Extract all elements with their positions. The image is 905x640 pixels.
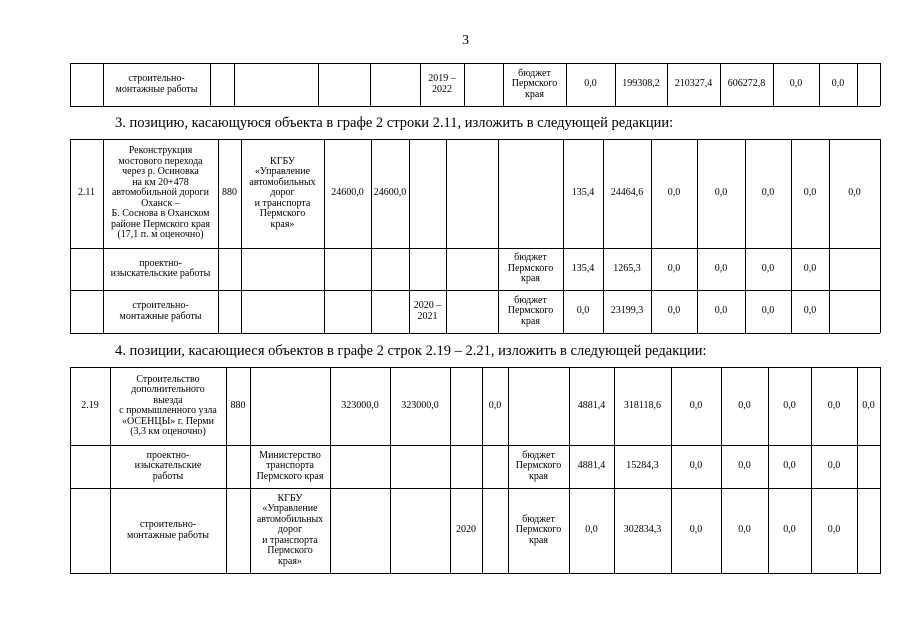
- value-cell: 0,0: [667, 187, 681, 199]
- work-name: строительно- монтажные работы: [115, 73, 198, 95]
- value-cell: 0,0: [783, 460, 796, 472]
- value-cell: 0,0: [667, 262, 681, 274]
- customer: КГБУ «Управление автомобильных дорог и транспорта Пермского края»: [249, 155, 316, 230]
- value-cell: 0,0: [761, 305, 775, 317]
- value-cell: 318118,6: [623, 399, 662, 411]
- value-cell: 0,0: [714, 187, 728, 199]
- value-cell: 0,0: [827, 460, 841, 472]
- value-cell: 0,0: [761, 262, 775, 274]
- value-cell: 0,0: [689, 399, 703, 411]
- value-cell: 0,0: [827, 524, 841, 536]
- funding-source: бюджет Пермского края: [511, 67, 558, 100]
- value-cell: 0,0: [738, 399, 751, 411]
- work-name: проектно- изыскательские работы: [134, 449, 202, 482]
- value-cell: 0,0: [738, 524, 751, 536]
- page-number: 3: [462, 33, 469, 48]
- value-cell: 0,0: [831, 78, 845, 90]
- customer: Министерство транспорта Пермского края: [256, 449, 324, 482]
- value-cell: 23199,3: [610, 305, 644, 317]
- value-cell: 135,4: [571, 262, 595, 274]
- value-cell: 4881,4: [577, 399, 606, 411]
- cost-cell: 323000,0: [401, 399, 439, 411]
- work-name: строительно- монтажные работы: [119, 300, 202, 322]
- customer: КГБУ «Управление автомобильных дорог и транспорта Пермского края»: [256, 492, 324, 567]
- value-cell: 0,0: [783, 524, 796, 536]
- value-cell: 0,0: [585, 524, 598, 536]
- period: 2019 – 2022: [428, 73, 456, 95]
- value-cell: 0,0: [783, 399, 796, 411]
- value-cell: 199308,2: [622, 78, 660, 90]
- row-number: 2.19: [81, 399, 99, 411]
- value-cell: 15284,3: [626, 460, 659, 472]
- value-cell: 0,0: [488, 399, 502, 411]
- object-name: Реконструкция мостового перехода через р. Осиновка на км 20+478 автомобильной дороги Оханск – Б. Соснова в Оханском районе Пермского края (17,1 п. м оценочно): [111, 145, 210, 241]
- value-cell: 1265,3: [613, 262, 641, 274]
- object-name: Строительство дополнительного выезда с промышленного узла «ОСЕНЦЫ» г. Перми (3,3 км оценочно): [119, 373, 217, 437]
- value-cell: 606272,8: [727, 78, 766, 90]
- value-cell: 0,0: [862, 399, 875, 411]
- value-cell: 0,0: [738, 460, 751, 472]
- work-name: строительно- монтажные работы: [126, 519, 209, 541]
- cost-cell: 323000,0: [341, 399, 379, 411]
- code: 880: [222, 187, 237, 199]
- value-cell: 0,0: [803, 187, 817, 199]
- code: 880: [230, 399, 246, 411]
- funding-source: бюджет Пермского края: [507, 294, 554, 327]
- value-cell: 210327,4: [674, 78, 713, 90]
- value-cell: 0,0: [576, 305, 590, 317]
- value-cell: 135,4: [571, 187, 595, 199]
- funding-source: бюджет Пермского края: [515, 513, 562, 546]
- value-cell: 0,0: [714, 305, 728, 317]
- value-cell: 0,0: [827, 399, 841, 411]
- value-cell: 0,0: [848, 187, 861, 199]
- funding-source: бюджет Пермского края: [507, 252, 554, 285]
- work-name: проектно- изыскательские работы: [110, 257, 211, 279]
- value-cell: 0,0: [689, 524, 703, 536]
- value-cell: 0,0: [789, 78, 803, 90]
- value-cell: 0,0: [584, 78, 597, 90]
- cost-cell: 24600,0: [331, 187, 364, 199]
- value-cell: 24464,6: [610, 187, 644, 199]
- cost-cell: 24600,0: [373, 187, 407, 199]
- row-number: 2.11: [77, 187, 96, 199]
- value-cell: 0,0: [667, 305, 681, 317]
- value-cell: 0,0: [803, 305, 817, 317]
- section-heading-3: 3. позицию, касающуюся объекта в графе 2 строки 2.11, изложить в следующей редакции:: [115, 115, 674, 131]
- period: 2020: [456, 524, 476, 536]
- section-heading-4: 4. позиции, касающиеся объектов в графе 2 строк 2.19 – 2.21, изложить в следующей редакции:: [115, 343, 707, 359]
- value-cell: 302834,3: [623, 524, 662, 536]
- value-cell: 0,0: [803, 262, 817, 274]
- value-cell: 0,0: [714, 262, 728, 274]
- value-cell: 0,0: [761, 187, 775, 199]
- funding-source: бюджет Пермского края: [515, 449, 562, 482]
- value-cell: 0,0: [689, 460, 703, 472]
- period: 2020 – 2021: [413, 300, 442, 322]
- value-cell: 4881,4: [577, 460, 606, 472]
